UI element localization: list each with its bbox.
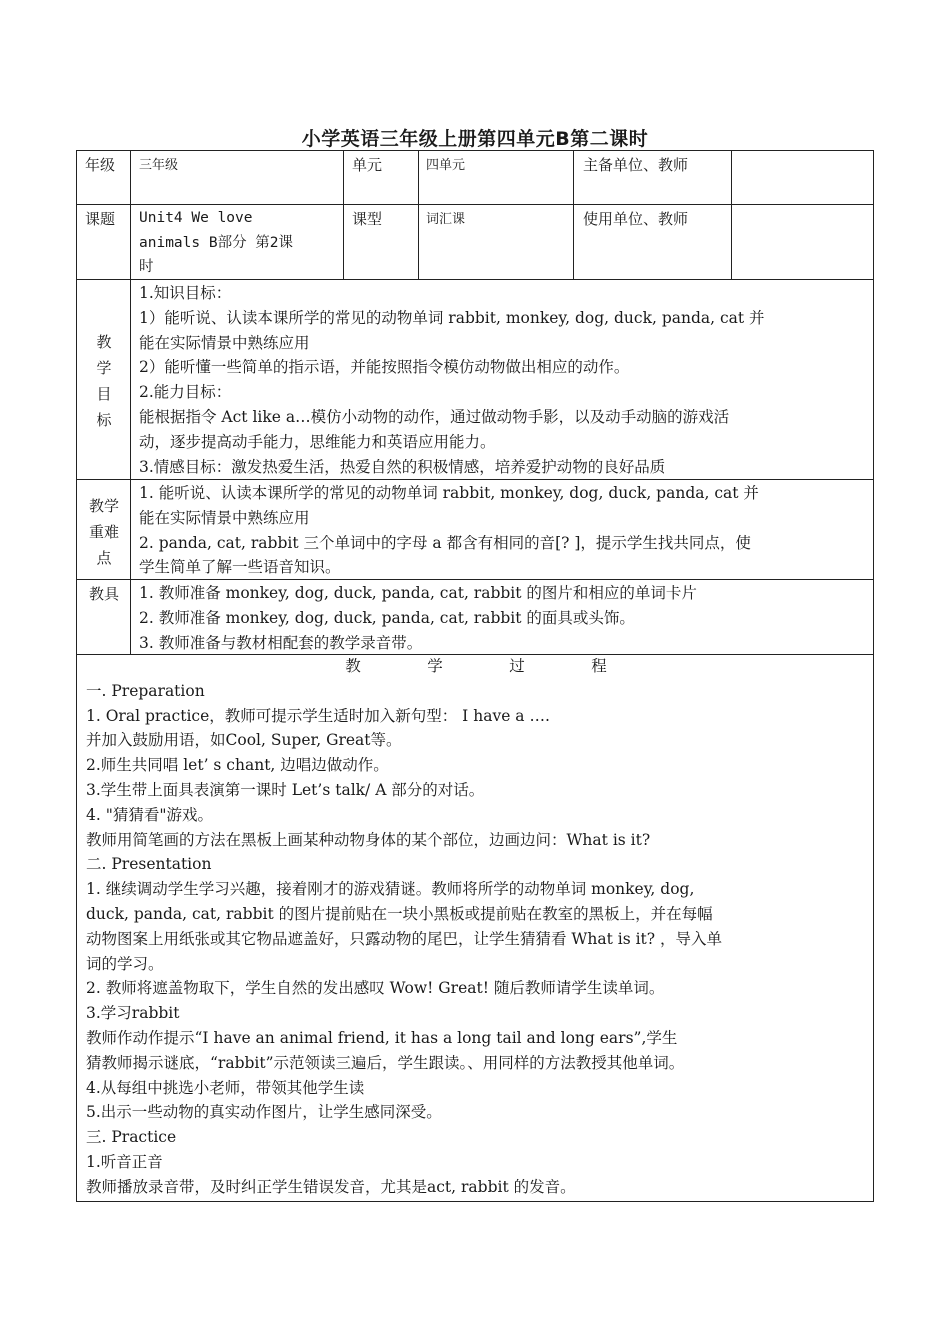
materials-label: 教具: [88, 585, 119, 603]
objectives-label: 教 学 目 标: [96, 333, 112, 429]
material-line: 2. 教师准备 monkey, dog, duck, panda, cat, rabbit 的面具或头饰。: [139, 608, 635, 627]
topic-label: 课题: [85, 210, 116, 228]
column-divider: [418, 151, 419, 279]
key-points-label: 教学 重难 点: [88, 497, 119, 567]
objective-line: 能根据指令 Act like a…模仿小动物的动作，通过做动物手影，以及动手动脑的游戏活: [139, 407, 730, 426]
unit-label: 单元: [352, 156, 383, 174]
topic-line: animals B部分 第2课: [139, 234, 294, 251]
process-line: 2.师生共同唱 let’ s chant, 边唱边做动作。: [86, 756, 389, 775]
row-divider: [77, 204, 873, 205]
unit-value: 四单元: [426, 158, 466, 173]
process-line: 三. Practice: [86, 1128, 177, 1147]
objective-line: 1）能听说、认读本课所学的常见的动物单词 rabbit, monkey, dog, duck, panda, cat 并: [139, 308, 765, 327]
process-line: 1.听音正音: [86, 1152, 163, 1171]
process-line: 并加入鼓励用语，如Cool, Super, Great等。: [86, 731, 402, 750]
process-section: [86, 654, 866, 1200]
key-point-line: 1. 能听说、认读本课所学的常见的动物单词 rabbit, monkey, dog, duck, panda, cat 并: [139, 484, 759, 502]
material-line: 3. 教师准备与教材相配套的教学录音带。: [139, 633, 423, 652]
objectives-content: [139, 281, 765, 479]
user-label: 使用单位、教师: [583, 210, 689, 228]
process-line: 词的学习。: [86, 954, 164, 973]
process-line: 二. Presentation: [86, 855, 212, 874]
objective-line: 能在实际情景中熟练应用: [139, 333, 310, 352]
objective-line: 2.能力目标：: [139, 383, 232, 402]
process-line: 3.学生带上面具表演第一课时 Let’s talk/ A 部分的对话。: [86, 780, 485, 799]
topic-line: Unit4 We love: [139, 210, 253, 226]
grade-value: 三年级: [139, 158, 179, 173]
process-line: 5.出示一些动物的真实动作图片，让学生感同深受。: [86, 1103, 442, 1122]
process-line: 2. 教师将遮盖物取下，学生自然的发出感叹 Wow! Great! 随后教师请学生读单词。: [86, 979, 665, 998]
process-line: 1. 继续调动学生学习兴趣，接着刚才的游戏猜谜。教师将所学的动物单词 monkey, dog,: [86, 880, 695, 899]
preparer-label: 主备单位、教师: [583, 156, 689, 174]
objective-line: 动，逐步提高动手能力，思维能力和英语应用能力。: [139, 432, 496, 451]
grade-label: 年级: [85, 156, 116, 174]
type-value: 词汇课: [426, 212, 466, 227]
key-point-line: 学生简单了解一些语音知识。: [139, 558, 341, 577]
process-line: 4.从每组中挑选小老师，带领其他学生读: [86, 1078, 365, 1097]
page-title: 小学英语三年级上册第四单元B第二课时: [301, 128, 649, 150]
material-line: 1. 教师准备 monkey, dog, duck, panda, cat, rabbit 的图片和相应的单词卡片: [139, 584, 697, 602]
topic-value: [139, 206, 293, 280]
process-line: 教师作动作提示“I have an animal friend, it has a long tail and long ears”,学生: [86, 1028, 678, 1047]
column-divider: [573, 151, 574, 279]
key-points-content: [139, 481, 759, 580]
process-line: 教师用简笔画的方法在黑板上画某种动物身体的某个部位，边画边问：What is it?: [86, 830, 651, 849]
process-line: 4. "猜猜看"游戏。: [86, 805, 213, 824]
key-point-line: 能在实际情景中熟练应用: [139, 508, 310, 527]
process-line: duck, panda, cat, rabbit 的图片提前贴在一块小黑板或提前贴在教室的黑板上，并在每幅: [86, 904, 713, 923]
column-divider: [731, 151, 732, 279]
objective-line: 1.知识目标：: [139, 284, 232, 302]
process-line: 1. Oral practice，教师可提示学生适时加入新句型： I have a ….: [86, 706, 550, 725]
process-line: 动物图案上用纸张或其它物品遮盖好，只露动物的尾巴，让学生猜猜看 What is it? ，导入单: [86, 929, 723, 948]
materials-content: [139, 581, 697, 655]
process-line: 3.学习rabbit: [86, 1004, 180, 1023]
type-label: 课型: [352, 210, 383, 228]
process-line: 教师播放录音带，及时纠正学生错误发音，尤其是act, rabbit 的发音。: [86, 1177, 576, 1196]
lesson-plan-table: [76, 150, 874, 1202]
key-point-line: 2. panda, cat, rabbit 三个单词中的字母 a 都含有相同的音[? ]，提示学生找共同点，使: [139, 533, 751, 552]
process-heading: 教 学 过 程: [345, 657, 607, 675]
objective-line: 2）能听懂一些简单的指示语，并能按照指令模仿动物做出相应的动作。: [139, 358, 630, 377]
column-divider: [343, 151, 344, 279]
process-line: 一. Preparation: [86, 681, 205, 700]
process-line: 猜教师揭示谜底，“rabbit”示范领读三遍后，学生跟读。、用同样的方法教授其他单词。: [86, 1053, 685, 1072]
objective-line: 3.情感目标：激发热爱生活，热爱自然的积极情感，培养爱护动物的良好品质: [139, 457, 666, 476]
topic-line: 时: [139, 259, 154, 275]
